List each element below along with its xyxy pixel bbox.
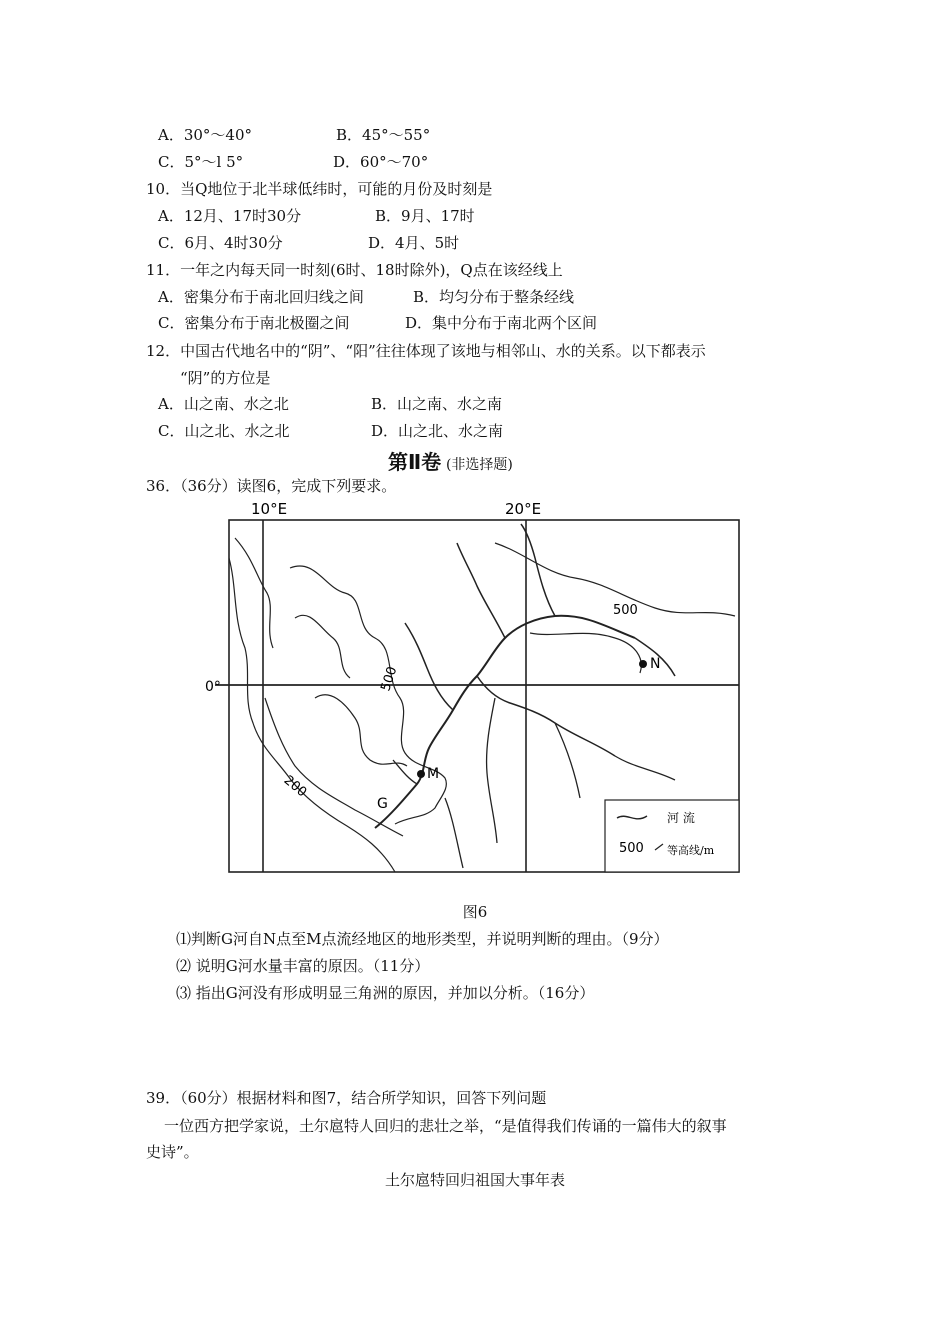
river-g-main <box>375 616 635 828</box>
q9-option-b: B．45°～55° <box>336 126 431 144</box>
q11-option-d: D．集中分布于南北两个区间 <box>405 314 598 332</box>
contour-500-west <box>290 566 446 824</box>
q12-option-b: B．山之南、水之南 <box>371 395 503 413</box>
label-contour-500-west: 500 <box>378 664 401 694</box>
contour-ne-inner <box>530 633 641 673</box>
q9-option-a: A．30°～40° <box>158 126 253 144</box>
label-contour-200: 200 <box>280 772 310 801</box>
tributary-2 <box>405 623 453 710</box>
q12-option-d: D．山之北、水之南 <box>371 422 504 440</box>
q36-stem: 36．（36分）读图6，完成下列要求。 <box>146 477 397 495</box>
label-equator: 0° <box>205 679 221 695</box>
q39-table-title: 土尔扈特回归祖国大事年表 <box>384 1171 565 1189</box>
label-contour-500-ne: 500 <box>613 603 638 618</box>
label-lon-right: 20°E <box>505 500 542 518</box>
figure-caption: 图6 <box>462 903 488 921</box>
q9-option-d: D．60°～70° <box>333 153 429 171</box>
q39-stem: 39．（60分）根据材料和图7，结合所学知识，回答下列问题 <box>146 1089 547 1107</box>
legend-river-label: 河 流 <box>667 811 695 825</box>
q9-option-c: C．5°～l 5° <box>158 153 244 171</box>
q39-paragraph-line1: 一位西方把学家说，土尔扈特人回归的悲壮之举，“是值得我们传诵的一篇伟大的叙事 <box>164 1117 727 1135</box>
point-n-marker <box>639 660 647 668</box>
q36-sub3: ⑶ 指出G河没有形成明显三角洲的原因，并加以分析。（16分） <box>176 984 595 1002</box>
contour-inner-1 <box>315 695 407 766</box>
q10-option-b: B．9月、17时 <box>375 207 475 225</box>
tributary-6 <box>615 756 675 780</box>
section-title <box>388 446 513 475</box>
point-m-marker <box>417 770 425 778</box>
q10-option-c: C．6月、4时30分 <box>158 234 283 252</box>
label-point-n: N <box>650 656 661 672</box>
q10-stem: 10．当Q地位于北半球低纬时，可能的月份及时刻是 <box>146 180 493 198</box>
q11-option-a: A．密集分布于南北回归线之间 <box>158 288 364 306</box>
q11-option-b: B．均匀分布于整条经线 <box>413 288 575 306</box>
tributary-3 <box>457 543 505 638</box>
q12-option-c: C．山之北、水之北 <box>158 422 290 440</box>
label-point-m: M <box>427 766 440 782</box>
section-title-main: 第Ⅱ卷 <box>388 450 442 474</box>
coast-detail-1 <box>235 538 273 648</box>
coastline <box>229 558 395 872</box>
q10-option-d: D．4月、5时 <box>368 234 460 252</box>
river-map-figure <box>195 498 755 876</box>
q11-option-c: C．密集分布于南北极圈之间 <box>158 314 350 332</box>
label-river-g: G <box>377 796 388 812</box>
label-lon-left: 10°E <box>251 500 288 518</box>
contour-200 <box>265 698 403 836</box>
q12-stem-line1: 12．中国古代地名中的“阴”、“阳”往往体现了该地与相邻山、水的关系。以下都表示 <box>146 342 706 360</box>
q12-option-a: A．山之南、水之北 <box>158 395 289 413</box>
q11-stem: 11．一年之内每天同一时刻(6时、18时除外)，Q点在该经线上 <box>146 261 563 279</box>
q10-option-a: A．12月、17时30分 <box>158 207 302 225</box>
legend-contour-label: 等高线/m <box>667 844 715 857</box>
q12-stem-line2: “阴”的方位是 <box>180 369 271 387</box>
q39-paragraph-line2: 史诗”。 <box>146 1143 199 1161</box>
q36-sub1: ⑴判断G河自N点至M点流经地区的地形类型，并说明判断的理由。（9分） <box>176 930 669 948</box>
contour-inner-2 <box>295 615 350 678</box>
tributary-7 <box>393 760 417 784</box>
q36-sub2: ⑵ 说明G河水量丰富的原因。（11分） <box>176 957 430 975</box>
tributary-9 <box>487 698 497 843</box>
section-title-sub: (非选择题) <box>445 457 513 473</box>
legend-contour-value: 500 <box>619 841 644 856</box>
tributary-1 <box>477 676 615 756</box>
tributary-10 <box>445 798 463 868</box>
